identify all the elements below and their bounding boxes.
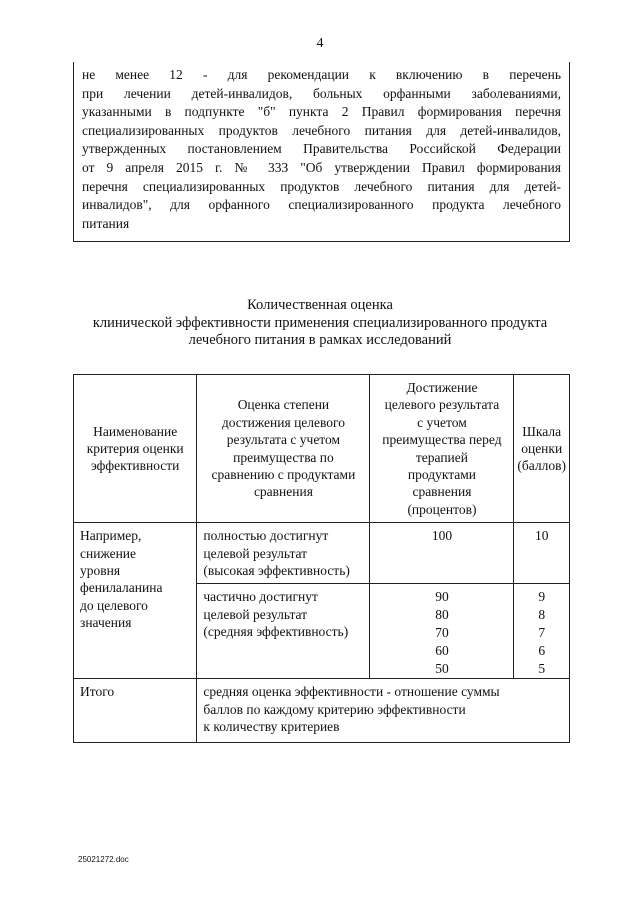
header-text: сравнению с продуктами — [211, 467, 356, 483]
header-text: с учетом — [417, 414, 467, 430]
document-code: 25021272.doc — [78, 855, 129, 864]
cell-text: фенилаланина — [80, 580, 163, 596]
score-value: 10 — [534, 528, 549, 544]
header-text: достижения целевого — [221, 414, 346, 430]
score-value: 6 — [538, 643, 546, 659]
cell-text: частично достигнут — [203, 589, 318, 605]
cell-text: уровня — [80, 563, 121, 579]
note-line: указанными в подпункте "б" пункта 2 Правил формирования перечня — [82, 104, 561, 120]
cell-text: Например, — [80, 528, 142, 544]
note-line: питания — [82, 215, 130, 231]
score-value: 9 — [538, 589, 546, 605]
header-text: продуктами — [407, 467, 477, 483]
table-row-total — [74, 679, 570, 742]
total-text-cell — [197, 679, 570, 742]
percent-value: 50 — [435, 661, 449, 677]
cell-text: (высокая эффективность) — [203, 563, 350, 579]
note-line: при лечении детей-инвалидов, больных орфанными заболеваниями, — [82, 85, 561, 101]
cell-text: целевой результат — [203, 545, 308, 561]
note-line: не менее 12 - для рекомендации к включению в перечень — [82, 67, 561, 82]
header-achievement — [370, 375, 514, 523]
header-text: Шкала — [522, 423, 562, 439]
cell-text: Итого — [80, 684, 115, 700]
header-text: (баллов) — [517, 458, 566, 474]
header-grade — [197, 375, 370, 523]
percent-full-cell — [370, 523, 514, 584]
score-full-cell — [514, 523, 570, 584]
percent-value: 70 — [435, 625, 449, 641]
total-label-cell — [74, 679, 197, 742]
header-text: преимущества по — [233, 449, 334, 465]
score-value: 5 — [538, 661, 546, 677]
score-value: 8 — [538, 607, 546, 623]
header-text: Наименование — [93, 423, 178, 439]
cell-text: баллов по каждому критерию эффективности — [203, 701, 466, 717]
heading-line: Количественная оценка — [247, 297, 393, 313]
header-text: (процентов) — [407, 501, 477, 517]
note-line: от 9 апреля 2015 г. № 333 "Об утверждении Правил формирования — [82, 159, 561, 175]
percent-value: 100 — [431, 528, 453, 544]
note-line: инвалидов", для орфанного специализированного продукта лечебного — [82, 197, 561, 213]
efficiency-table — [73, 374, 570, 743]
note-line: перечня специализированных продуктов лечебного питания для детей- — [82, 178, 561, 194]
criterion-cell — [74, 523, 197, 679]
table-header-row — [74, 375, 570, 523]
header-text: преимущества перед — [382, 432, 502, 448]
header-text: оценки — [521, 440, 563, 456]
cell-text: полностью достигнут — [203, 528, 329, 544]
header-text: Достижение — [406, 380, 478, 395]
cell-text: целевой результат — [203, 606, 308, 622]
header-text: терапией — [415, 449, 468, 465]
note-line: утвержденных постановлением Правительства Российской Федерации — [82, 141, 561, 157]
percent-value: 90 — [435, 589, 449, 605]
score-value: 7 — [538, 625, 546, 641]
cell-text: до целевого — [80, 597, 148, 613]
header-text: результата с учетом — [226, 432, 341, 448]
score-partial-cell — [514, 584, 570, 679]
header-text: сравнения — [253, 484, 313, 500]
header-criterion — [74, 375, 197, 523]
criteria-note-box — [73, 62, 570, 242]
header-scale — [514, 375, 570, 523]
header-text: критерия оценки — [86, 440, 184, 456]
header-text: целевого результата — [384, 397, 500, 413]
cell-text: значения — [80, 615, 132, 631]
header-text: сравнения — [412, 484, 472, 500]
header-text: Оценка степени — [237, 397, 330, 413]
header-text: эффективности — [90, 458, 180, 474]
page-number: 4 — [316, 36, 324, 51]
cell-text: к количеству критериев — [203, 719, 340, 735]
cell-text: (средняя эффективность) — [203, 624, 349, 640]
grade-partial-cell — [197, 584, 370, 679]
section-heading — [0, 297, 640, 350]
heading-line: лечебного питания в рамках исследований — [188, 332, 452, 348]
percent-partial-cell — [370, 584, 514, 679]
cell-text: средняя оценка эффективности - отношение суммы — [203, 684, 500, 700]
note-line: специализированных продуктов лечебного питания для детей-инвалидов, — [82, 122, 561, 138]
cell-text: снижение — [80, 545, 137, 561]
percent-value: 60 — [435, 643, 449, 659]
grade-full-cell — [197, 523, 370, 584]
table-row-full — [74, 523, 570, 584]
heading-line: клинической эффективности применения специализированного продукта — [92, 314, 548, 331]
percent-value: 80 — [435, 607, 449, 623]
